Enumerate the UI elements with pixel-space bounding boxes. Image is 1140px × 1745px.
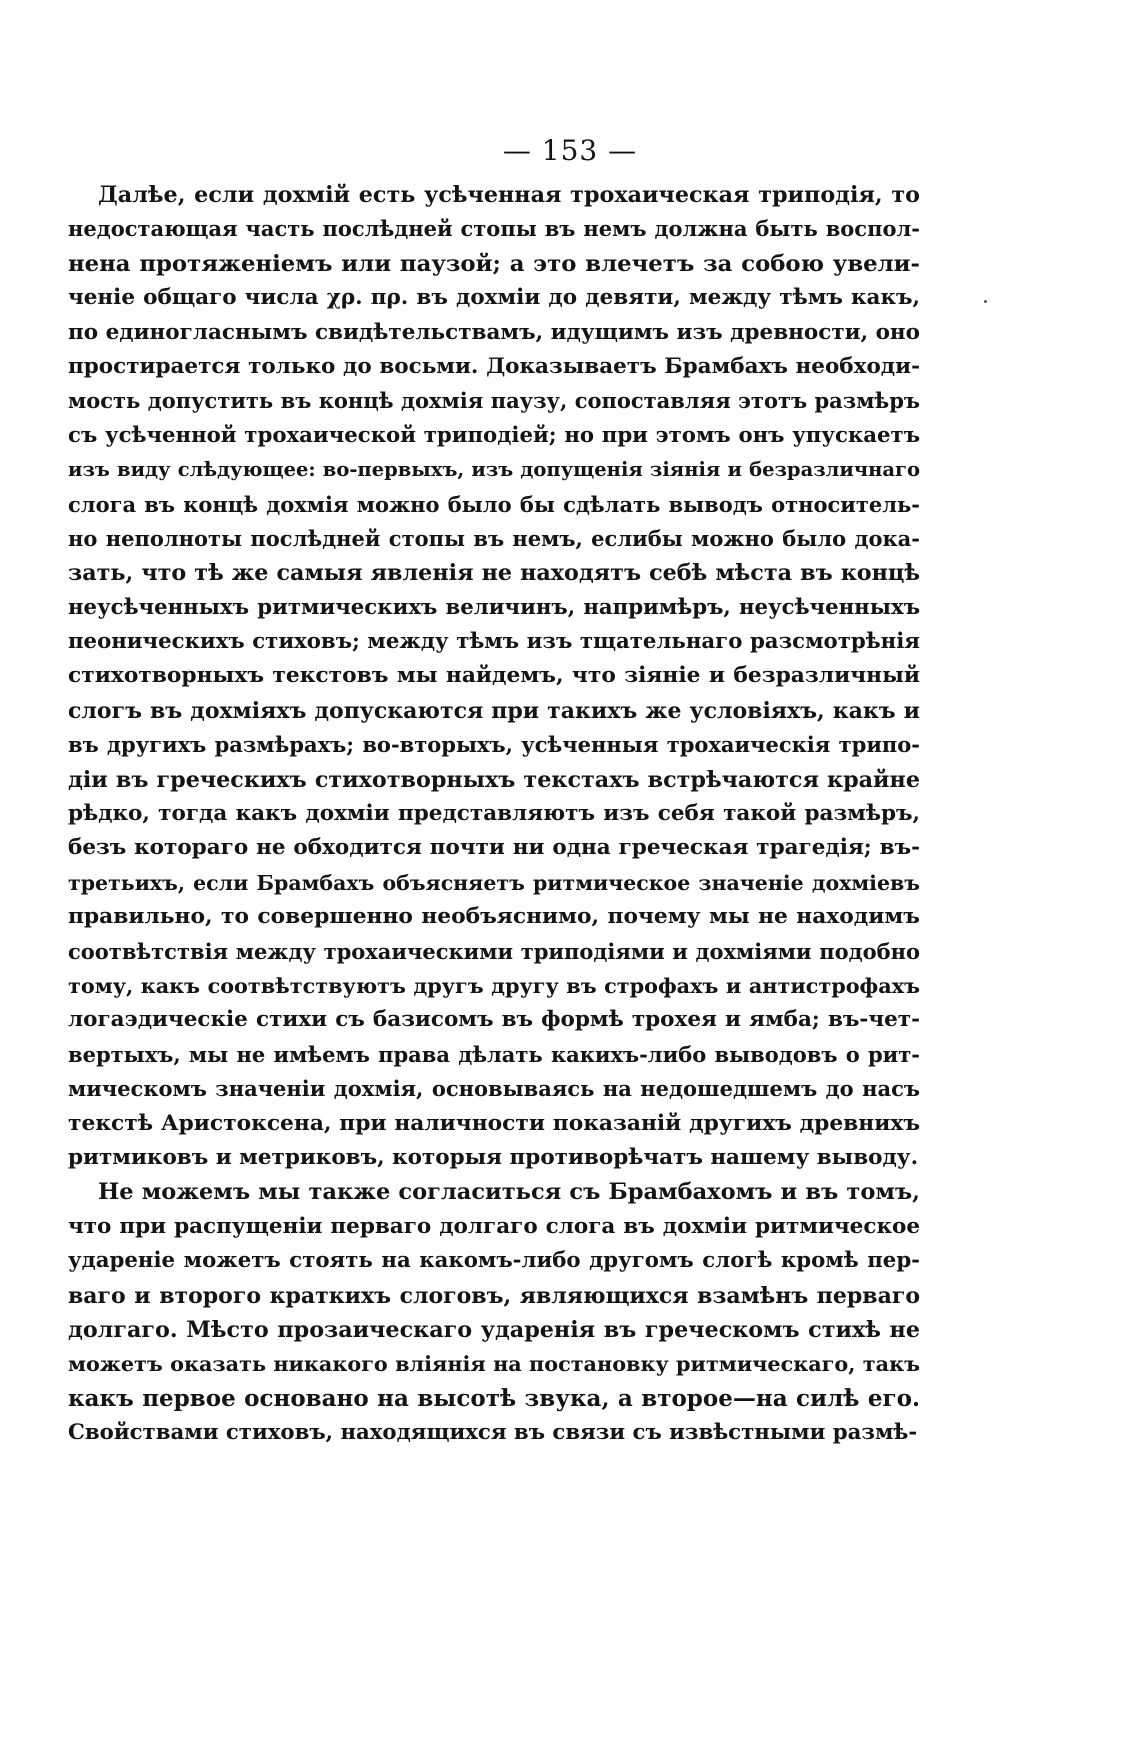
ink-speck	[984, 300, 987, 303]
text-line: недостающая часть послѣдней стопы въ немъ должна быть воспол-	[68, 216, 920, 242]
text-line: съ усѣченной трохаической триподіей; но при этомъ онъ упускаетъ	[68, 422, 920, 448]
text-line: пеоническихъ стиховъ; между тѣмъ изъ тщательнаго разсмотрѣнія	[68, 629, 920, 655]
text-line: логаэдическіе стихи съ базисомъ въ формѣ трохея и ямба; въ-чет-	[68, 1007, 920, 1033]
text-line: ваго и второго краткихъ слоговъ, являющихся взамѣнъ перваго	[68, 1282, 920, 1309]
text-line: мость допустить въ концѣ дохмія паузу, сопоставляя этотъ размѣръ	[68, 388, 920, 414]
text-line: неусѣченныхъ ритмическихъ величинъ, напримѣръ, неусѣченныхъ	[68, 594, 920, 620]
text-line: зать, что тѣ же самыя явленія не находятъ себѣ мѣста въ концѣ	[68, 560, 920, 587]
text-line: въ другихъ размѣрахъ; во-вторыхъ, усѣченныя трохаическія трипо-	[68, 732, 920, 758]
text-line: третьихъ, если Брамбахъ объясняетъ ритмическое значеніе дохміевъ	[68, 870, 920, 895]
body-text	[68, 178, 920, 1450]
text-line: ченіе общаго числа χρ. πρ. въ дохміи до девяти, между тѣмъ какъ,	[68, 285, 920, 311]
text-line: слогъ въ дохміяхъ допускаются при такихъ же условіяхъ, какъ и	[68, 697, 920, 724]
text-line: тому, какъ соотвѣтствуютъ другъ другу въ строфахъ и антистрофахъ	[68, 973, 920, 998]
text-line: но неполноты послѣдней стопы въ немъ, еслибы можно было дока-	[68, 525, 920, 551]
text-line: рѣдко, тогда какъ дохміи представляютъ изъ себя такой размѣръ,	[68, 801, 920, 827]
text-line: по единогласнымъ свидѣтельствамъ, идущимъ изъ древности, оно	[68, 319, 920, 345]
text-line: правильно, то совершенно необъяснимо, почему мы не находимъ	[68, 904, 920, 930]
text-line: долгаго. Мѣсто прозаическаго ударенія въ греческомъ стихѣ не	[68, 1316, 920, 1343]
text-line: слога въ концѣ дохмія можно было бы сдѣлать выводъ относитель-	[68, 491, 920, 517]
text-line: простирается только до восьми. Доказываетъ Брамбахъ необходи-	[68, 353, 920, 379]
text-line: безъ котораго не обходится почти ни одна греческая трагедія; въ-	[68, 835, 920, 861]
text-line: діи въ греческихъ стихотворныхъ текстахъ встрѣчаются крайне	[68, 766, 920, 793]
text-line: вертыхъ, мы не имѣемъ права дѣлать какихъ-либо выводовъ о рит-	[68, 1041, 920, 1067]
text-line: можетъ оказать никакого вліянія на постановку ритмическаго, такъ	[68, 1352, 920, 1377]
text-line: Не можемъ мы также согласиться съ Брамбахомъ и въ томъ,	[98, 1179, 920, 1206]
text-line: Далѣе, если дохмій есть усѣченная трохаическая триподія, то	[98, 182, 920, 208]
text-line: ритмиковъ и метриковъ, которыя противорѣчатъ нашему выводу.	[68, 1144, 919, 1170]
text-line: удареніе можетъ стоять на какомъ-либо другомъ слогѣ кромѣ пер-	[68, 1248, 920, 1274]
text-line: мическомъ значеніи дохмія, основываясь на недошедшемъ до насъ	[68, 1076, 920, 1102]
text-line: какъ первое основано на высотѣ звука, а второе—на силѣ его.	[68, 1384, 920, 1412]
text-line: нена протяженіемъ или паузой; а это влечетъ за собою увели-	[68, 250, 920, 277]
text-line: Свойствами стиховъ, находящихся въ связи съ извѣстными размѣ-	[68, 1420, 918, 1446]
paragraph-1	[68, 178, 920, 1175]
text-line: соотвѣтствія между трохаическими триподіями и дохміями подобно	[68, 938, 920, 964]
paragraph-2	[68, 1175, 920, 1450]
text-line: текстѣ Аристоксена, при наличности показаній другихъ древнихъ	[68, 1110, 920, 1136]
text-line: что при распущеніи перваго долгаго слога въ дохміи ритмическое	[68, 1213, 920, 1239]
page-number: — 153 —	[502, 134, 638, 167]
text-line: стихотворныхъ текстовъ мы найдемъ, что зіяніе и безразличный	[68, 663, 920, 689]
text-line: изъ виду слѣдующее: во-первыхъ, изъ допущенія зіянія и безразличнаго	[68, 458, 920, 482]
